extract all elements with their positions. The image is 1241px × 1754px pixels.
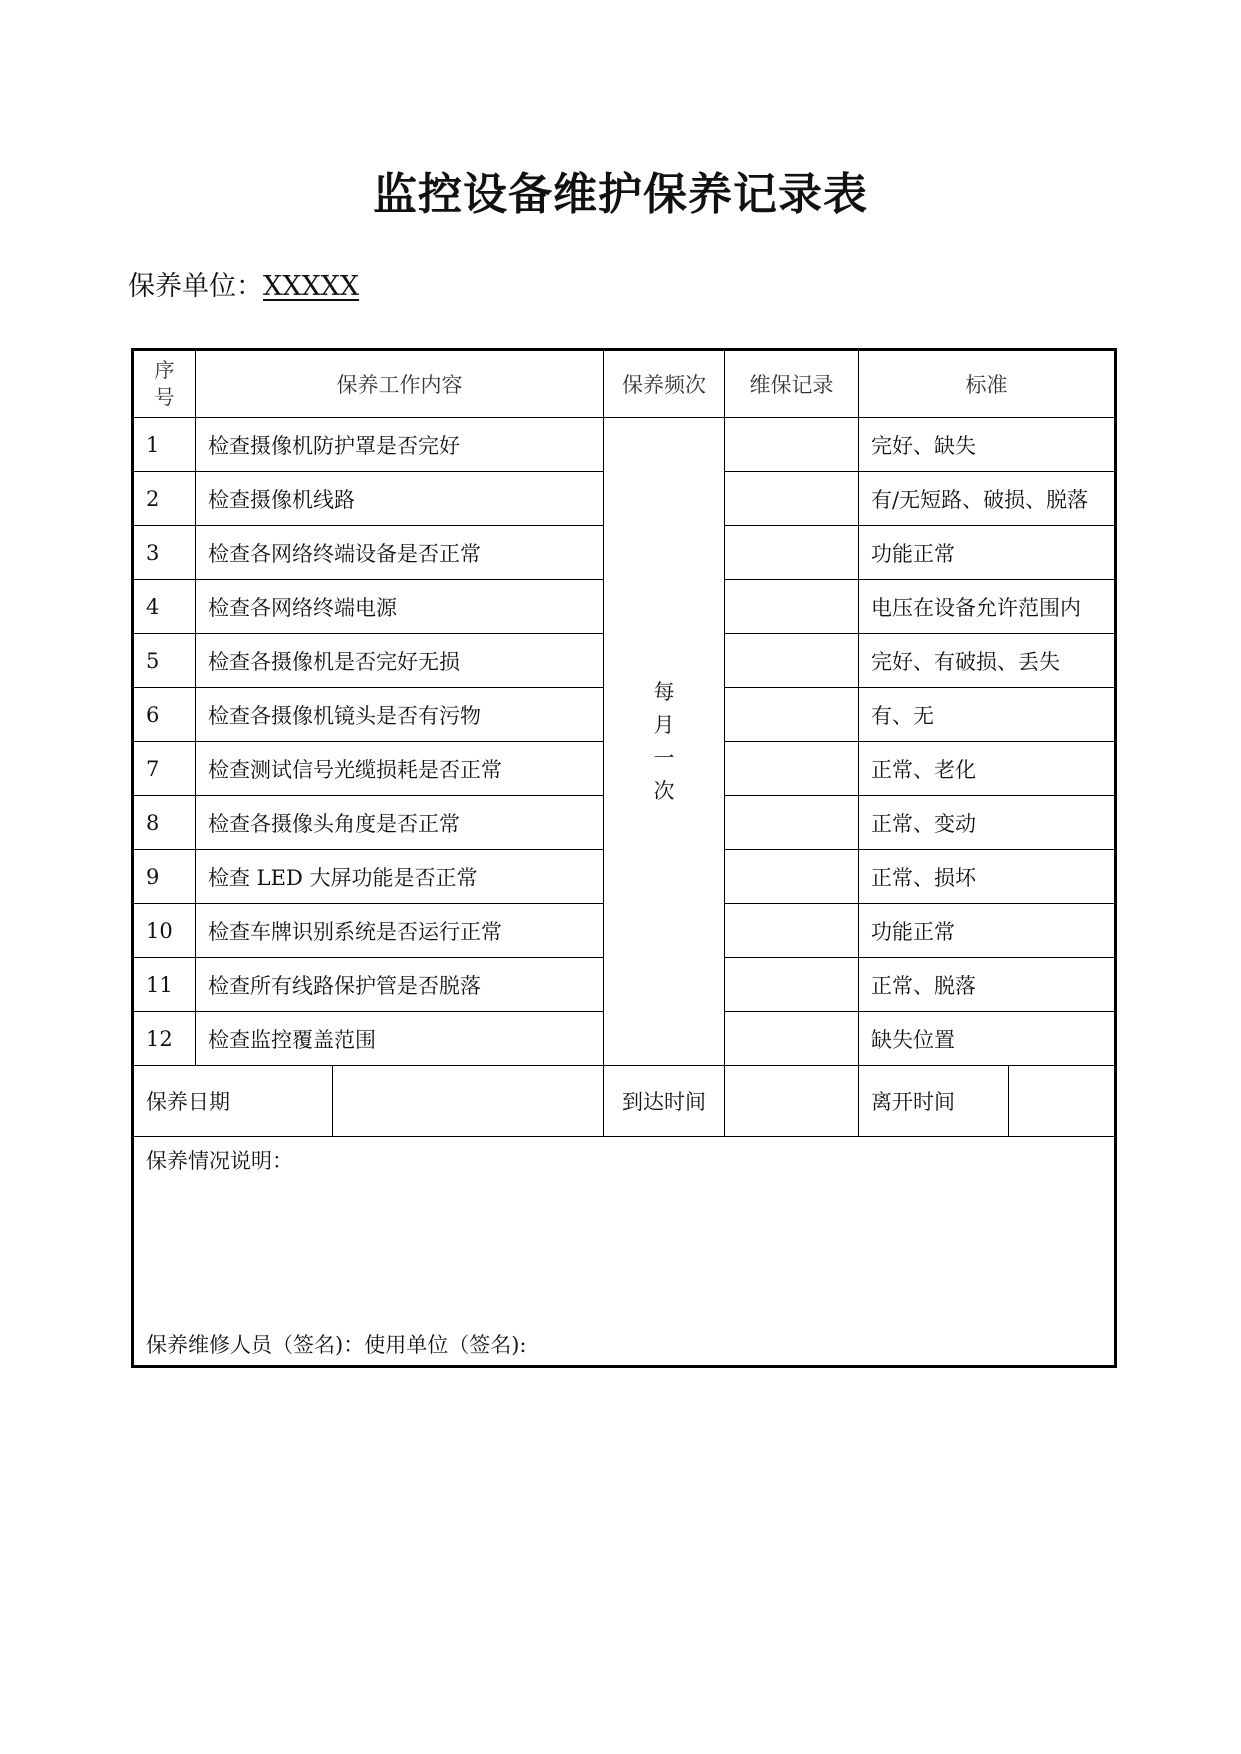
row-content: 检查 LED 大屏功能是否正常 [196, 850, 604, 904]
row-content: 检查摄像机防护罩是否完好 [196, 418, 604, 472]
frequency-char: 月 [653, 712, 675, 737]
row-number: 6 [133, 688, 196, 742]
date-time-row [133, 1066, 1116, 1137]
notes-label: 保养情况说明： [146, 1149, 293, 1173]
leave-time-field[interactable] [1009, 1066, 1116, 1137]
row-standard: 有、无 [859, 688, 1116, 742]
row-number: 11 [133, 958, 196, 1012]
row-number: 9 [133, 850, 196, 904]
row-number: 7 [133, 742, 196, 796]
row-number: 5 [133, 634, 196, 688]
header-frequency: 保养频次 [604, 350, 725, 418]
maintenance-date-field[interactable] [333, 1066, 604, 1137]
record-cell[interactable] [725, 850, 859, 904]
frequency-char: 次 [653, 778, 675, 803]
record-cell[interactable] [725, 472, 859, 526]
record-cell[interactable] [725, 1012, 859, 1066]
row-standard: 正常、脱落 [859, 958, 1116, 1012]
record-cell[interactable] [725, 580, 859, 634]
notes-row [133, 1137, 1116, 1367]
frequency-cell [604, 418, 725, 1066]
row-standard: 正常、变动 [859, 796, 1116, 850]
row-content: 检查各网络终端设备是否正常 [196, 526, 604, 580]
record-cell[interactable] [725, 688, 859, 742]
frequency-char: 每 [653, 679, 675, 704]
leave-time-label: 离开时间 [859, 1066, 1009, 1137]
arrive-time-field[interactable] [725, 1066, 859, 1137]
row-number: 8 [133, 796, 196, 850]
row-standard: 电压在设备允许范围内 [859, 580, 1116, 634]
maintenance-record-table [131, 348, 1117, 1368]
notes-area[interactable] [133, 1137, 1116, 1367]
row-number: 12 [133, 1012, 196, 1066]
row-standard: 正常、损坏 [859, 850, 1116, 904]
row-content: 检查车牌识别系统是否运行正常 [196, 904, 604, 958]
header-content: 保养工作内容 [196, 350, 604, 418]
record-cell[interactable] [725, 958, 859, 1012]
row-standard: 完好、有破损、丢失 [859, 634, 1116, 688]
maintenance-date-label: 保养日期 [133, 1066, 333, 1137]
record-cell[interactable] [725, 904, 859, 958]
table-header-row [133, 350, 1116, 418]
page-title: 监控设备维护保养记录表 [373, 169, 868, 220]
frequency-char: 一 [653, 745, 675, 770]
row-number: 10 [133, 904, 196, 958]
maintenance-unit-label: 保养单位： [128, 271, 263, 302]
record-cell[interactable] [725, 526, 859, 580]
row-content: 检查各摄像头角度是否正常 [196, 796, 604, 850]
row-content: 检查各网络终端电源 [196, 580, 604, 634]
header-record: 维保记录 [725, 350, 859, 418]
row-content: 检查所有线路保护管是否脱落 [196, 958, 604, 1012]
row-number: 3 [133, 526, 196, 580]
arrive-time-label: 到达时间 [604, 1066, 725, 1137]
maintenance-unit-value: XXXXX [263, 271, 360, 302]
row-content: 检查测试信号光缆损耗是否正常 [196, 742, 604, 796]
row-number: 1 [133, 418, 196, 472]
row-standard: 有/无短路、破损、脱落 [859, 472, 1116, 526]
row-content: 检查各摄像机镜头是否有污物 [196, 688, 604, 742]
row-content: 检查监控覆盖范围 [196, 1012, 604, 1066]
signature-label: 保养维修人员（签名)：使用单位（签名): [146, 1333, 527, 1357]
row-standard: 缺失位置 [859, 1012, 1116, 1066]
header-seq: 序 号 [133, 350, 196, 418]
row-standard: 功能正常 [859, 904, 1116, 958]
header-standard: 标准 [859, 350, 1116, 418]
row-content: 检查各摄像机是否完好无损 [196, 634, 604, 688]
table-row [133, 418, 1116, 472]
row-standard: 功能正常 [859, 526, 1116, 580]
record-cell[interactable] [725, 634, 859, 688]
row-standard: 正常、老化 [859, 742, 1116, 796]
record-cell[interactable] [725, 796, 859, 850]
row-number: 2 [133, 472, 196, 526]
row-standard: 完好、缺失 [859, 418, 1116, 472]
row-number: 4 [133, 580, 196, 634]
row-content: 检查摄像机线路 [196, 472, 604, 526]
record-cell[interactable] [725, 742, 859, 796]
record-cell[interactable] [725, 418, 859, 472]
maintenance-unit [128, 264, 359, 303]
